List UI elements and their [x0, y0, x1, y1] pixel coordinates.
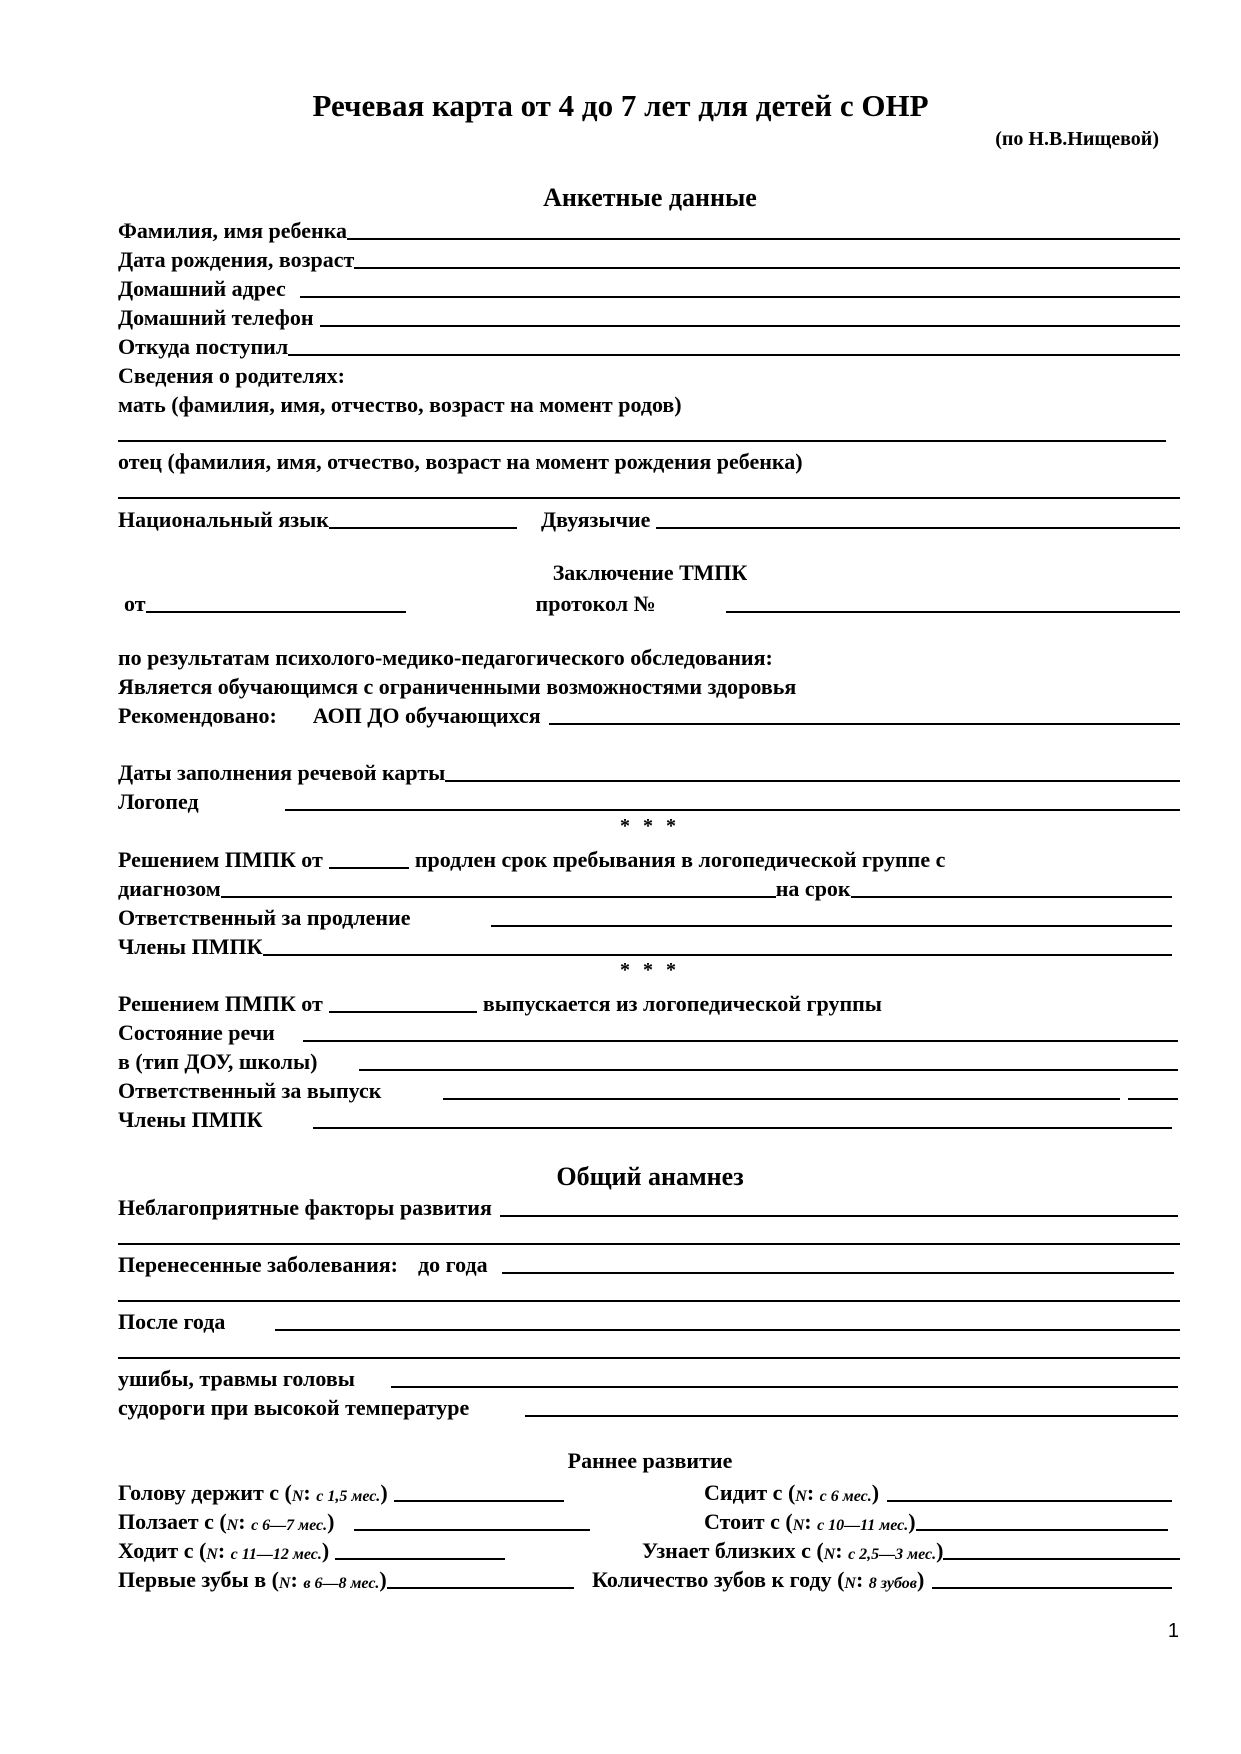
field-from[interactable] — [118, 332, 1180, 360]
label: Ответственный за выпуск — [118, 1078, 382, 1103]
document-subtitle: (по Н.В.Нищевой) — [995, 128, 1159, 150]
diseases-before-year-line-2[interactable] — [118, 1300, 1180, 1302]
term-label: на срок — [775, 876, 851, 901]
input-line[interactable] — [288, 354, 1180, 356]
field-adverse-factors[interactable] — [118, 1193, 1180, 1221]
norm-n: N — [278, 1575, 291, 1592]
date-input-line[interactable] — [146, 611, 406, 613]
input-line[interactable] — [916, 1529, 1168, 1531]
label: отец (фамилия, имя, отчество, возраст на момент рождения ребенка) — [118, 449, 803, 474]
field-injuries[interactable] — [118, 1364, 1180, 1392]
input-line[interactable] — [887, 1500, 1172, 1502]
aop-label: АОП ДО обучающихся — [312, 703, 541, 728]
field-first-teeth[interactable]: Первые зубы в ( N : в 6—8 мес. ) — [118, 1567, 578, 1593]
input-line[interactable] — [303, 1040, 1178, 1042]
norm-value: с 1,5 мес. — [316, 1488, 381, 1505]
protocol-input-line[interactable] — [726, 611, 1180, 613]
input-line[interactable] — [313, 1127, 1172, 1129]
label-end: продлен срок пребывания в логопедической группе с — [414, 847, 946, 872]
section-heading-personal: Анкетные данные — [543, 183, 757, 212]
field-tmpk-date-protocol[interactable] — [118, 589, 1180, 617]
input-line[interactable] — [932, 1587, 1172, 1589]
field-child-name[interactable] — [118, 216, 1180, 244]
label: диагнозом — [118, 876, 221, 901]
label: Члены ПМПК — [118, 1107, 263, 1132]
norm-value: в 6—8 мес. — [303, 1575, 380, 1592]
separator-stars: * * * — [620, 815, 680, 837]
field-knows-relatives[interactable]: Узнает близких с ( N : с 2,5—3 мес. ) — [642, 1538, 1180, 1564]
input-line[interactable] — [335, 1558, 505, 1560]
label: Ответственный за продление — [118, 905, 411, 930]
label: Логопед — [118, 789, 199, 814]
father-label — [118, 447, 1180, 475]
label: ушибы, травмы головы — [118, 1366, 355, 1391]
input-line[interactable] — [359, 1069, 1178, 1071]
norm-n: N — [844, 1575, 856, 1592]
diagnosis-input-line[interactable] — [221, 896, 776, 898]
field-walks[interactable]: Ходит с ( N : с 11—12 мес. ) — [118, 1538, 598, 1564]
norm-n: N — [206, 1546, 218, 1563]
label: Голову держит с ( — [118, 1480, 292, 1505]
date-input-line[interactable] — [329, 867, 409, 869]
section-heading-tmpk: Заключение ТМПК — [552, 560, 748, 585]
protocol-label: протокол № — [535, 591, 656, 616]
input-line[interactable] — [943, 1558, 1180, 1560]
label: Фамилия, имя ребенка — [118, 218, 348, 243]
label: Количество зубов к году ( — [592, 1567, 845, 1592]
field-sits[interactable]: Сидит с ( N : с 6 мес. ) — [704, 1480, 1180, 1506]
early-row-1 — [118, 1478, 1180, 1506]
norm-value: с 6—7 мес. — [251, 1517, 328, 1534]
label: Члены ПМПК — [118, 934, 263, 959]
label: по результатам психолого-медико-педагогического обследования: — [118, 645, 773, 670]
label: в (тип ДОУ, школы) — [118, 1049, 318, 1074]
field-release-members[interactable] — [118, 1105, 1180, 1133]
early-row-3 — [118, 1536, 1180, 1564]
separator-stars: * * * — [620, 959, 680, 981]
input-line-extra[interactable] — [1128, 1098, 1178, 1100]
field-address[interactable] — [118, 274, 1180, 302]
input-line[interactable] — [347, 238, 1180, 240]
norm-value: с 2,5—3 мес. — [848, 1546, 937, 1563]
label: судороги при высокой температуре — [118, 1395, 470, 1420]
label: После года — [118, 1309, 226, 1334]
after-year-line-2[interactable] — [118, 1357, 1180, 1359]
input-line[interactable] — [391, 1386, 1178, 1388]
field-birth-date[interactable] — [118, 245, 1180, 273]
field-fill-dates[interactable] — [118, 758, 1180, 786]
field-extension-responsible[interactable] — [118, 903, 1180, 931]
input-line[interactable] — [387, 1587, 574, 1589]
input-line[interactable] — [491, 925, 1172, 927]
father-input-line[interactable] — [118, 497, 1180, 499]
label: Даты заполнения речевой карты — [118, 760, 446, 785]
field-crawls[interactable]: Ползает с ( N : с 6—7 мес. ) — [118, 1509, 678, 1535]
mother-label — [118, 390, 1180, 418]
norm-n: N — [792, 1517, 805, 1534]
from-label: от — [124, 591, 146, 616]
mother-input-line[interactable] — [118, 440, 1166, 442]
input-line[interactable] — [354, 267, 1180, 269]
label: Домашний телефон — [118, 305, 314, 330]
label: Национальный язык — [118, 507, 329, 532]
label: Стоит с ( — [704, 1509, 793, 1534]
term-input-line[interactable] — [851, 896, 1172, 898]
label: Рекомендовано: — [118, 703, 277, 728]
before-year-label: до года — [418, 1252, 488, 1277]
input-line[interactable] — [263, 954, 1172, 956]
field-release-responsible[interactable] — [118, 1076, 1180, 1104]
input-line[interactable] — [300, 296, 1180, 298]
input-line[interactable] — [549, 723, 1180, 725]
label: Сведения о родителях: — [118, 363, 345, 388]
label: Домашний адрес — [118, 276, 286, 301]
field-seizures[interactable] — [118, 1393, 1180, 1421]
early-row-4 — [118, 1565, 1180, 1593]
page-number: 1 — [1167, 1620, 1179, 1642]
results-label — [118, 643, 1180, 671]
input-line[interactable] — [500, 1215, 1178, 1217]
field-phone[interactable] — [118, 303, 1180, 331]
label: Является обучающимся с ограниченными возможностями здоровья — [118, 674, 797, 699]
input-line[interactable] — [443, 1098, 1120, 1100]
norm-n: N — [226, 1517, 239, 1534]
document-title: Речевая карта от 4 до 7 лет для детей с ОНР — [312, 88, 929, 123]
norm-value: с 10—11 мес. — [817, 1517, 909, 1534]
label: мать (фамилия, имя, отчество, возраст на момент родов) — [118, 392, 682, 417]
input-line[interactable] — [525, 1415, 1178, 1417]
norm-value: с 11—12 мес. — [230, 1546, 322, 1563]
input-line[interactable] — [394, 1500, 564, 1502]
input-line[interactable] — [285, 809, 1180, 811]
norm-n: N — [795, 1488, 807, 1505]
label: Состояние речи — [118, 1020, 275, 1045]
field-language[interactable] — [118, 505, 1180, 533]
field-extension-members[interactable] — [118, 932, 1180, 960]
section-heading-anamnesis: Общий анамнез — [556, 1162, 744, 1191]
label: Перенесенные заболевания: — [118, 1252, 399, 1277]
input-line[interactable] — [445, 780, 1180, 782]
bilingual-label: Двуязычие — [540, 507, 651, 532]
early-row-2 — [118, 1507, 1180, 1535]
field-speech-state[interactable] — [118, 1018, 1180, 1046]
field-diseases-before-year[interactable] — [118, 1250, 1180, 1278]
norm-n: N — [823, 1546, 836, 1563]
section-heading-early: Раннее развитие — [567, 1448, 733, 1473]
field-logoped[interactable] — [118, 787, 1180, 815]
adverse-factors-line-2[interactable] — [118, 1243, 1180, 1245]
label: Сидит с ( — [704, 1480, 796, 1505]
bilingual-input-line[interactable] — [656, 527, 1180, 529]
label: Откуда поступил — [118, 334, 289, 359]
field-release-decision[interactable] — [118, 989, 1180, 1017]
norm-value: с 6 мес. — [819, 1488, 872, 1505]
field-extension-decision[interactable] — [118, 845, 1180, 873]
field-extension-diagnosis[interactable] — [118, 874, 1180, 902]
label: Решением ПМПК от — [118, 847, 323, 872]
input-line[interactable] — [275, 1329, 1180, 1331]
field-after-year[interactable] — [118, 1307, 1180, 1335]
label: Дата рождения, возраст — [118, 247, 355, 272]
language-input-line[interactable] — [329, 527, 517, 529]
label-end: выпускается из логопедической группы — [482, 991, 882, 1016]
parents-label — [118, 361, 1180, 389]
label: Первые зубы в ( — [118, 1567, 279, 1592]
field-release-to[interactable] — [118, 1047, 1180, 1075]
input-line[interactable] — [354, 1529, 590, 1531]
norm-value: 8 зубов — [868, 1575, 917, 1592]
label: Ходит с ( — [118, 1538, 207, 1563]
field-recommended[interactable] — [118, 701, 1180, 729]
field-stands[interactable]: Стоит с ( N : с 10—11 мес. ) — [704, 1509, 1180, 1535]
input-line[interactable] — [320, 325, 1181, 327]
input-line[interactable] — [502, 1272, 1174, 1274]
label: Ползает с ( — [118, 1509, 227, 1534]
field-holds-head[interactable]: Голову держит с ( N : с 1,5 мес. ) — [118, 1480, 678, 1506]
norm-n: N — [291, 1488, 304, 1505]
label: Неблагоприятные факторы развития — [118, 1195, 492, 1220]
date-input-line[interactable] — [329, 1011, 477, 1013]
student-label — [118, 672, 1180, 700]
label: Решением ПМПК от — [118, 991, 323, 1016]
label: Узнает близких с ( — [642, 1538, 824, 1563]
field-teeth-count[interactable]: Количество зубов к году ( N : 8 зубов ) — [592, 1567, 1180, 1593]
